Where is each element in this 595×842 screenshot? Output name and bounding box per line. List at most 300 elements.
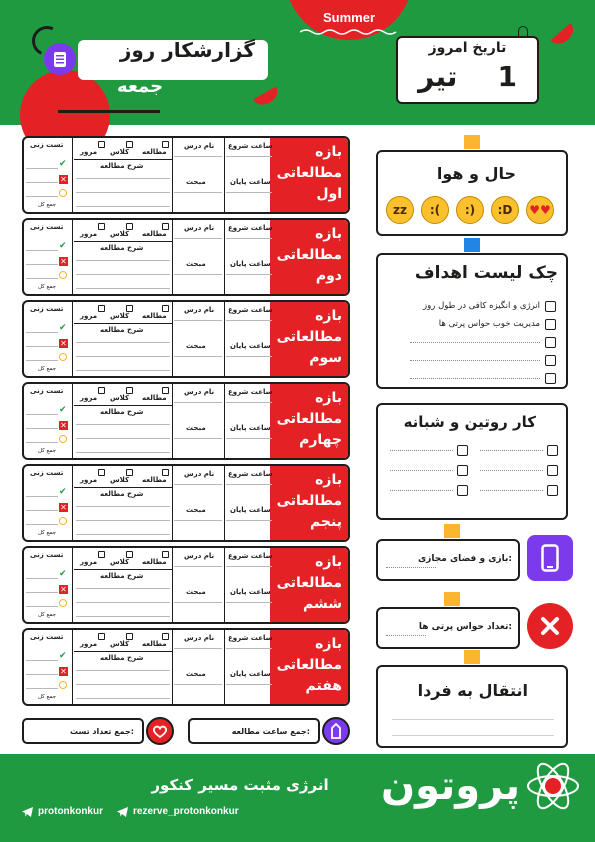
test-label: تست زنی (30, 141, 64, 149)
review-label: مرور (80, 312, 98, 320)
total-label: جمع کل (38, 284, 57, 290)
description-line[interactable] (76, 684, 170, 685)
test-count-line[interactable] (26, 592, 58, 593)
distraction-label: تعداد حواس پرتی ها: (418, 622, 512, 632)
lesson-name-field[interactable] (174, 484, 222, 485)
study-checkbox[interactable] (162, 469, 169, 476)
end-time-label: ساعت پایان (230, 670, 271, 678)
channel-link[interactable] (117, 806, 239, 817)
topic-field[interactable] (174, 520, 222, 521)
class-checkbox[interactable] (126, 387, 133, 394)
start-time-field[interactable] (226, 156, 272, 157)
day-name: جمعه (116, 76, 164, 97)
block-title-line: بازه (315, 472, 342, 488)
telegram-icon (117, 807, 128, 817)
block-title-line: مطالعاتی (276, 329, 342, 345)
description-line[interactable] (76, 342, 170, 343)
description-line[interactable] (76, 260, 170, 261)
block-title-line: بازه (315, 308, 342, 324)
circle-icon[interactable] (59, 517, 67, 525)
title-underline (58, 110, 160, 113)
yellow-tab (444, 592, 460, 606)
review-checkbox[interactable] (98, 141, 105, 148)
end-time-label: ساعت پایان (230, 260, 271, 268)
review-label: مرور (80, 476, 98, 484)
routine-grid (390, 445, 558, 496)
start-time-field[interactable] (226, 484, 272, 485)
total-label: جمع کل (38, 530, 57, 536)
review-checkbox[interactable] (98, 305, 105, 312)
social-panel (376, 539, 520, 581)
description-label: شرح مطالعه (100, 572, 144, 580)
study-block (22, 464, 350, 542)
block-title (270, 630, 348, 704)
cross-icon[interactable]: ✕ (60, 257, 67, 266)
class-label: کلاس (110, 230, 130, 238)
circle-icon[interactable] (59, 599, 67, 607)
block-title (270, 548, 348, 622)
block-title-line: مطالعاتی (276, 411, 342, 427)
study-checkbox[interactable] (162, 551, 169, 558)
study-checkbox[interactable] (162, 387, 169, 394)
topic-label: مبحث (186, 588, 206, 596)
study-block (22, 546, 350, 624)
description-label: شرح مطالعه (100, 162, 144, 170)
study-checkbox[interactable] (162, 141, 169, 148)
class-label: کلاس (110, 476, 130, 484)
review-checkbox[interactable] (98, 387, 105, 394)
test-count-line[interactable] (26, 182, 58, 183)
description-line[interactable] (76, 206, 170, 207)
test-count-line[interactable] (26, 332, 58, 333)
review-checkbox[interactable] (98, 633, 105, 640)
divider (72, 466, 73, 540)
topic-field[interactable] (174, 274, 222, 275)
goal-checkbox[interactable] (545, 319, 556, 330)
description-line[interactable] (76, 274, 170, 275)
end-time-label: ساعت پایان (230, 178, 271, 186)
start-time-label: ساعت شروع (228, 552, 273, 560)
check-icon[interactable]: ✔ (59, 159, 67, 169)
end-time-field[interactable] (226, 192, 272, 193)
cross-icon[interactable]: ✕ (60, 339, 67, 348)
divider (72, 384, 73, 458)
yellow-tab (464, 135, 480, 149)
class-checkbox[interactable] (126, 551, 133, 558)
description-line[interactable] (76, 602, 170, 603)
mood-title: حال و هوا (436, 164, 516, 183)
routine-blank-line[interactable] (390, 450, 453, 451)
end-time-label: ساعت پایان (230, 342, 271, 350)
test-label: تست زنی (30, 387, 64, 395)
start-time-field[interactable] (226, 566, 272, 567)
lesson-name-label: نام درس (184, 306, 215, 314)
description-line[interactable] (76, 670, 170, 671)
cross-icon[interactable]: ✕ (60, 421, 67, 430)
blue-tab (464, 238, 480, 252)
tomorrow-panel (376, 665, 568, 748)
block-title (270, 466, 348, 540)
laugh-emoji-icon[interactable]: :D (491, 196, 519, 224)
review-checkbox[interactable] (98, 469, 105, 476)
end-time-field[interactable] (226, 602, 272, 603)
divider (224, 138, 225, 212)
smile-emoji-icon[interactable]: :) (456, 196, 484, 224)
test-count-line[interactable] (26, 264, 58, 265)
tomorrow-line[interactable] (392, 735, 554, 736)
test-count-line[interactable] (26, 674, 58, 675)
date-label: تاریخ امروز (428, 40, 507, 56)
end-time-field[interactable] (226, 438, 272, 439)
routine-item (390, 445, 468, 456)
test-count-line[interactable] (26, 510, 58, 511)
goals-list (386, 297, 556, 387)
class-checkbox[interactable] (126, 141, 133, 148)
row-divider (74, 569, 172, 570)
block-title-line: بازه (315, 226, 342, 242)
routine-blank-line[interactable] (390, 470, 453, 471)
end-time-field[interactable] (226, 356, 272, 357)
topic-label: مبحث (186, 424, 206, 432)
cross-icon[interactable]: ✕ (60, 175, 67, 184)
total-label: جمع کل (38, 694, 57, 700)
goal-blank-line[interactable] (410, 378, 540, 379)
study-label: مطالعه (142, 148, 167, 156)
goal-item (386, 297, 556, 315)
goal-item (386, 333, 556, 351)
block-title-line: بازه (315, 144, 342, 160)
routine-checkbox[interactable] (547, 465, 558, 476)
goal-item (386, 351, 556, 369)
test-count-line[interactable] (26, 578, 58, 579)
test-count-line[interactable] (26, 428, 58, 429)
goal-checkbox[interactable] (545, 301, 556, 312)
class-label: کلاس (110, 558, 130, 566)
start-time-field[interactable] (226, 320, 272, 321)
goals-title: چک لیست اهداف (414, 263, 558, 283)
tomorrow-title: انتقال به فردا (417, 681, 528, 700)
season-label: Summer (322, 10, 376, 25)
check-icon[interactable]: ✔ (59, 569, 67, 579)
divider (224, 548, 225, 622)
description-line[interactable] (76, 452, 170, 453)
lesson-name-field[interactable] (174, 402, 222, 403)
row-divider (74, 241, 172, 242)
routine-checkbox[interactable] (547, 445, 558, 456)
test-label: تست زنی (30, 305, 64, 313)
distraction-blank-line[interactable] (386, 635, 426, 636)
lesson-name-field[interactable] (174, 238, 222, 239)
sad-emoji-icon[interactable]: :( (421, 196, 449, 224)
block-title-line: مطالعاتی (276, 165, 342, 181)
block-title (270, 302, 348, 376)
test-count-line[interactable] (26, 196, 58, 197)
test-count-line[interactable] (26, 688, 58, 689)
class-checkbox[interactable] (126, 223, 133, 230)
topic-field[interactable] (174, 192, 222, 193)
lesson-name-field[interactable] (174, 320, 222, 321)
end-time-field[interactable] (226, 520, 272, 521)
routine-title: کار روتین و شبانه (403, 413, 536, 431)
topic-field[interactable] (174, 602, 222, 603)
test-count-line[interactable] (26, 360, 58, 361)
goal-checkbox[interactable] (545, 337, 556, 348)
routine-panel (376, 403, 568, 520)
divider (72, 138, 73, 212)
start-time-field[interactable] (226, 648, 272, 649)
description-label: شرح مطالعه (100, 244, 144, 252)
test-count-line[interactable] (26, 414, 58, 415)
routine-item (480, 465, 558, 476)
topic-label: مبحث (186, 506, 206, 514)
description-label: شرح مطالعه (100, 326, 144, 334)
tomorrow-line[interactable] (392, 719, 554, 720)
description-line[interactable] (76, 616, 170, 617)
topic-label: مبحث (186, 670, 206, 678)
routine-item (390, 485, 468, 496)
start-time-label: ساعت شروع (228, 634, 273, 642)
topic-field[interactable] (174, 356, 222, 357)
divider (172, 466, 173, 540)
study-checkbox[interactable] (162, 305, 169, 312)
routine-blank-line[interactable] (390, 490, 453, 491)
yellow-tab (464, 650, 480, 664)
routine-checkbox[interactable] (457, 445, 468, 456)
routine-item (480, 485, 558, 496)
description-line[interactable] (76, 438, 170, 439)
topic-label: مبحث (186, 178, 206, 186)
total-label: جمع کل (38, 202, 57, 208)
row-divider (74, 651, 172, 652)
routine-checkbox[interactable] (547, 485, 558, 496)
lesson-name-label: نام درس (184, 224, 215, 232)
routine-blank-line[interactable] (480, 450, 543, 451)
mood-panel (376, 150, 568, 236)
class-checkbox[interactable] (126, 633, 133, 640)
description-line[interactable] (76, 520, 170, 521)
description-line[interactable] (76, 506, 170, 507)
circle-icon[interactable] (59, 681, 67, 689)
close-x-icon (527, 603, 573, 649)
divider (172, 384, 173, 458)
distraction-panel (376, 607, 520, 649)
goals-panel (376, 253, 568, 389)
review-label: مرور (80, 394, 98, 402)
end-time-field[interactable] (226, 684, 272, 685)
total-label: جمع کل (38, 612, 57, 618)
goal-checkbox[interactable] (545, 355, 556, 366)
cross-icon[interactable]: ✕ (60, 667, 67, 676)
test-count-line[interactable] (26, 278, 58, 279)
block-title-line: بازه (315, 390, 342, 406)
check-icon[interactable]: ✔ (59, 487, 67, 497)
start-time-label: ساعت شروع (228, 388, 273, 396)
description-line[interactable] (76, 288, 170, 289)
end-time-label: ساعت پایان (230, 424, 271, 432)
study-label: مطالعه (142, 394, 167, 402)
row-divider (74, 159, 172, 160)
goal-blank-line[interactable] (410, 342, 540, 343)
description-line[interactable] (76, 534, 170, 535)
study-block (22, 628, 350, 706)
divider (72, 302, 73, 376)
cross-icon[interactable]: ✕ (60, 585, 67, 594)
routine-blank-line[interactable] (480, 490, 543, 491)
pencil-icon (322, 717, 350, 745)
divider (172, 548, 173, 622)
description-line[interactable] (76, 424, 170, 425)
wave-decoration (300, 28, 400, 36)
study-block (22, 300, 350, 378)
divider (172, 302, 173, 376)
telegram-icon (22, 807, 33, 817)
topic-field[interactable] (174, 438, 222, 439)
routine-checkbox[interactable] (457, 465, 468, 476)
heart-icon (146, 717, 174, 745)
test-count-line[interactable] (26, 496, 58, 497)
goal-checkbox[interactable] (545, 373, 556, 384)
description-line[interactable] (76, 356, 170, 357)
divider (224, 466, 225, 540)
goal-blank-line[interactable] (410, 360, 540, 361)
sleepy-emoji-icon[interactable]: zz (386, 196, 414, 224)
description-line[interactable] (76, 698, 170, 699)
study-checkbox[interactable] (162, 633, 169, 640)
description-line[interactable] (76, 588, 170, 589)
date-month: تیر (418, 60, 458, 93)
circle-icon[interactable] (59, 271, 67, 279)
study-hours-sum-box[interactable]: جمع ساعت مطالعه: (188, 718, 320, 744)
smartphone-icon (527, 535, 573, 581)
block-title-line: اول (316, 186, 342, 202)
study-block (22, 382, 350, 460)
total-label: جمع کل (38, 366, 57, 372)
description-line[interactable] (76, 370, 170, 371)
goal-text: مدیریت خوب حواس پرتی ها (438, 319, 540, 329)
test-count-line[interactable] (26, 660, 58, 661)
start-time-label: ساعت شروع (228, 224, 273, 232)
study-label: مطالعه (142, 640, 167, 648)
test-count-line[interactable] (26, 442, 58, 443)
review-label: مرور (80, 558, 98, 566)
check-icon[interactable]: ✔ (59, 323, 67, 333)
block-title-line: چهارم (299, 432, 342, 448)
review-label: مرور (80, 640, 98, 648)
page-title: گزارشکار روز (119, 38, 255, 62)
test-count-line[interactable] (26, 250, 58, 251)
row-divider (74, 405, 172, 406)
start-time-field[interactable] (226, 238, 272, 239)
emoji-row (386, 196, 554, 224)
block-title-line: ششم (303, 596, 342, 612)
study-checkbox[interactable] (162, 223, 169, 230)
divider (224, 384, 225, 458)
review-label: مرور (80, 230, 98, 238)
block-title-line: سوم (309, 350, 342, 366)
yellow-tab (444, 524, 460, 538)
heart-eyes-emoji-icon[interactable]: ♥♥ (526, 196, 554, 224)
routine-item (480, 445, 558, 456)
class-checkbox[interactable] (126, 305, 133, 312)
lesson-name-field[interactable] (174, 156, 222, 157)
test-count-line[interactable] (26, 524, 58, 525)
test-count-line[interactable] (26, 346, 58, 347)
test-label: تست زنی (30, 633, 64, 641)
description-label: شرح مطالعه (100, 654, 144, 662)
date-value (396, 60, 539, 96)
review-checkbox[interactable] (98, 551, 105, 558)
circle-icon[interactable] (59, 353, 67, 361)
goal-item (386, 315, 556, 333)
topic-label: مبحث (186, 260, 206, 268)
channels (22, 806, 239, 817)
topic-field[interactable] (174, 684, 222, 685)
block-title-line: دوم (315, 268, 342, 284)
end-time-field[interactable] (226, 274, 272, 275)
block-title-line: مطالعاتی (276, 493, 342, 509)
study-label: مطالعه (142, 558, 167, 566)
circle-icon[interactable] (59, 189, 67, 197)
lesson-name-field[interactable] (174, 648, 222, 649)
slogan: انرژی مثبت مسیر کنکور (151, 776, 329, 794)
brand-name: پروتون (380, 763, 520, 809)
divider (172, 138, 173, 212)
divider (224, 302, 225, 376)
tests-sum-box[interactable]: جمع تعداد تست: (22, 718, 144, 744)
start-time-label: ساعت شروع (228, 470, 273, 478)
divider (72, 630, 73, 704)
check-icon[interactable]: ✔ (59, 405, 67, 415)
cross-icon[interactable]: ✕ (60, 503, 67, 512)
end-time-label: ساعت پایان (230, 506, 271, 514)
tests-sum (22, 718, 174, 744)
description-line[interactable] (76, 192, 170, 193)
test-count-line[interactable] (26, 606, 58, 607)
document-list-icon (44, 43, 76, 75)
class-checkbox[interactable] (126, 469, 133, 476)
goal-text: انرژی و انگیزه کافی در طول روز (423, 301, 540, 311)
block-title-line: مطالعاتی (276, 247, 342, 263)
topic-label: مبحث (186, 342, 206, 350)
routine-checkbox[interactable] (457, 485, 468, 496)
social-blank-line[interactable] (386, 567, 436, 568)
description-label: شرح مطالعه (100, 408, 144, 416)
start-time-field[interactable] (226, 402, 272, 403)
check-icon[interactable]: ✔ (59, 241, 67, 251)
block-title (270, 384, 348, 458)
block-title-line: بازه (315, 636, 342, 652)
lesson-name-field[interactable] (174, 566, 222, 567)
circle-icon[interactable] (59, 435, 67, 443)
test-count-line[interactable] (26, 168, 58, 169)
row-divider (74, 487, 172, 488)
description-line[interactable] (76, 178, 170, 179)
divider (224, 630, 225, 704)
row-divider (74, 323, 172, 324)
lesson-name-label: نام درس (184, 388, 215, 396)
channel-link[interactable] (22, 806, 103, 817)
review-checkbox[interactable] (98, 223, 105, 230)
study-hours-sum (188, 718, 350, 744)
class-label: کلاس (110, 312, 130, 320)
check-icon[interactable]: ✔ (59, 651, 67, 661)
routine-blank-line[interactable] (480, 470, 543, 471)
block-title (270, 220, 348, 294)
atom-logo-icon (525, 758, 581, 814)
divider (172, 630, 173, 704)
block-title-line: مطالعاتی (276, 575, 342, 591)
end-time-label: ساعت پایان (230, 588, 271, 596)
